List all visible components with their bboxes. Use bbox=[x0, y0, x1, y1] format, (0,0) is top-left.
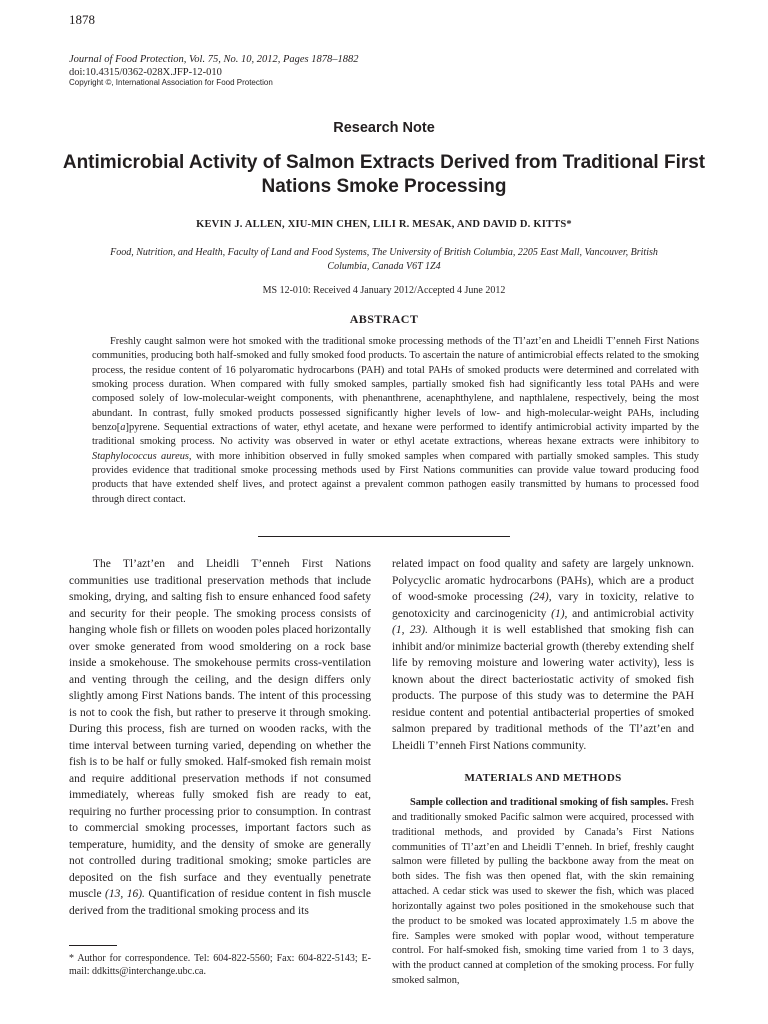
intro-left-column bbox=[69, 556, 371, 919]
abstract-italic-species: Staphylococcus aureus, bbox=[92, 450, 192, 462]
abstract-text-2: ]pyrene. Sequential extractions of water, ethyl acetate, and hexane were performed to identify antimicrobial activity imparted by the traditional smoking process. No activity was observed in water or ethyl acetate extractions, whereas hexane extracts were inhibitory to bbox=[92, 422, 699, 448]
intro-right-ref-1: (24), bbox=[529, 591, 552, 603]
methods-heading: MATERIALS AND METHODS bbox=[464, 772, 622, 784]
methods-text: Fresh and traditionally smoked Pacific salmon were acquired, processed with traditional methods, and provided by Canada’s First Nations communities of Tl’azt’en and Lheidli T’enneh. In brief, freshly caught salmon were filleted by pulling the backbone away from the meat on both sides. The fish was then opened flat, with the skin remaining attached. A cedar stick was used to skewer the fish, which was placed horizontally against two poles positioned in the smokehouse such that the product to be smoked was located approximately 1.5 m above the fire. Samples were smoked with poplar wood, without temperature control. For half-smoked fish, smoking time varied from 1 to 3 days, with the product canned at completion of the smoking process. For fully smoked salmon, bbox=[392, 797, 694, 987]
intro-right-text-2: vary in toxicity, relative to genotoxicity and carcinogenicity bbox=[392, 591, 694, 620]
intro-right-text-1: related impact on food quality and safety are largely unknown. Polycyclic aromatic hydrocarbons (PAHs), which are a product of wood-smoke processing bbox=[392, 558, 694, 603]
abstract-italic-a: a bbox=[120, 422, 126, 434]
doi-line: doi:10.4315/0362-028X.JFP-12-010 bbox=[69, 67, 222, 78]
abstract-heading: ABSTRACT bbox=[349, 312, 419, 326]
intro-right-ref-3: (1, 23). bbox=[392, 624, 429, 636]
methods-body bbox=[392, 796, 694, 989]
intro-left-text-1: The Tl’azt’en and Lheidli T’enneh First Nations communities use traditional preservation methods that include smoking, drying, and salting fish to ensure enhanced food safety and security for their people. The smoking process consists of hanging whole fish or fillets on wooden poles placed horizontally over smoke generated from wood smoldering on a rock base inside a smokehouse. The smokehouse permits cross-ventilation and venting through the ceiling, and the design differs only slightly among First Nations bands. The intent of this processing is not to cook the fish, but rather to preserve it through smoking. During this process, fish are turned on wooden racks, with the time interval between turning varied, depending on whether the fish is to be half or fully smoked. Half-smoked fish remain moist and require additional preservation methods if not consumed immediately, whereas fully smoked fish are ready to eat, requiring no further processing prior to consumption. In contrast to commercial smoking processes, important factors such as temperature, humidity, and the density of smoke are generally not controlled during traditional smoking; smoke particles are deposited on the fish surface and they eventually penetrate muscle bbox=[69, 558, 371, 900]
section-label: Research Note bbox=[333, 120, 435, 136]
intro-left-ref-1: (13, 16). bbox=[105, 888, 145, 900]
intro-right-column bbox=[392, 556, 694, 754]
author-list: KEVIN J. ALLEN, XIU-MIN CHEN, LILI R. MESAK, AND DAVID D. KITTS* bbox=[196, 219, 572, 230]
copyright-line: Copyright ©, International Association for Food Protection bbox=[69, 78, 273, 87]
intro-left-text-2: Quantification of residue content in fish muscle derived from the traditional smoking process and its bbox=[69, 888, 371, 917]
intro-right-ref-2: (1), bbox=[551, 607, 568, 620]
page-number: 1878 bbox=[69, 12, 95, 27]
methods-subheading: Sample collection and traditional smoking of fish samples. bbox=[410, 797, 669, 808]
intro-right-text-4: Although it is well established that smoking fish can inhibit and/or minimize bacterial growth (thereby extending shelf life by removing moisture and lowering water activity), less is known about the direct bacteriostatic activity of smoked fish products. The purpose of this study was to determine the PAH residue content and potential antibacterial properties of smoked salmon prepared by traditional methods of the Tl’azt’en and Lheidli T’enneh First Nations community. bbox=[392, 624, 694, 752]
abstract-text-3: with more inhibition observed in fully smoked samples when compared with partially smoked samples. This study provides evidence that traditional smoke processing methods used by First Nations communities can provide value toward producing food products that have extended shelf lives, and protect against a prevalent common pathogen easily transmitted by humans to processed food through direct contact. bbox=[92, 450, 700, 505]
article-title: Antimicrobial Activity of Salmon Extracts Derived from Traditional First Nations Smoke Processing bbox=[62, 152, 706, 197]
affiliation: Food, Nutrition, and Health, Faculty of Land and Food Systems, The University of British Columbia, 2205 East Mall, Vancouver, British Columbia, Canada V6T 1Z4 bbox=[110, 247, 658, 272]
manuscript-dates: MS 12-010: Received 4 January 2012/Accepted 4 June 2012 bbox=[262, 285, 506, 296]
journal-citation: Journal of Food Protection, Vol. 75, No. 10, 2012, Pages 1878–1882 bbox=[69, 54, 359, 65]
abstract-divider bbox=[258, 536, 510, 537]
correspondence-footnote: * Author for correspondence. Tel: 604-822-5560; Fax: 604-822-5143; E-mail: ddkitts@interchange.ubc.ca. bbox=[69, 953, 371, 977]
intro-right-text-3: and antimicrobial activity bbox=[567, 607, 694, 620]
footnote-divider bbox=[69, 945, 117, 946]
abstract-text-1: Freshly caught salmon were hot smoked with the traditional smoke processing methods of the Tl’azt’en and Lheidli T’enneh First Nations communities, producing both half-smoked and fully smoked food products. To ascertain the nature of antimicrobial effects related to the smoking process, the residue content of 16 polyaromatic hydrocarbons (PAH) and total PAHs of smoked products were determined and correlated with smoking process duration. When compared with fully smoked samples, partially smoked fish had significantly less total PAHs and were composed solely of low-molecular-weight components, with phenanthrene, acenaphthylene, and napthlalene, respectively, being the most abundant. In contrast, fully smoked products possessed significantly higher levels of low- and high-molecular-weight PAHs, including benzo[ bbox=[92, 336, 699, 434]
abstract-body bbox=[92, 335, 699, 507]
